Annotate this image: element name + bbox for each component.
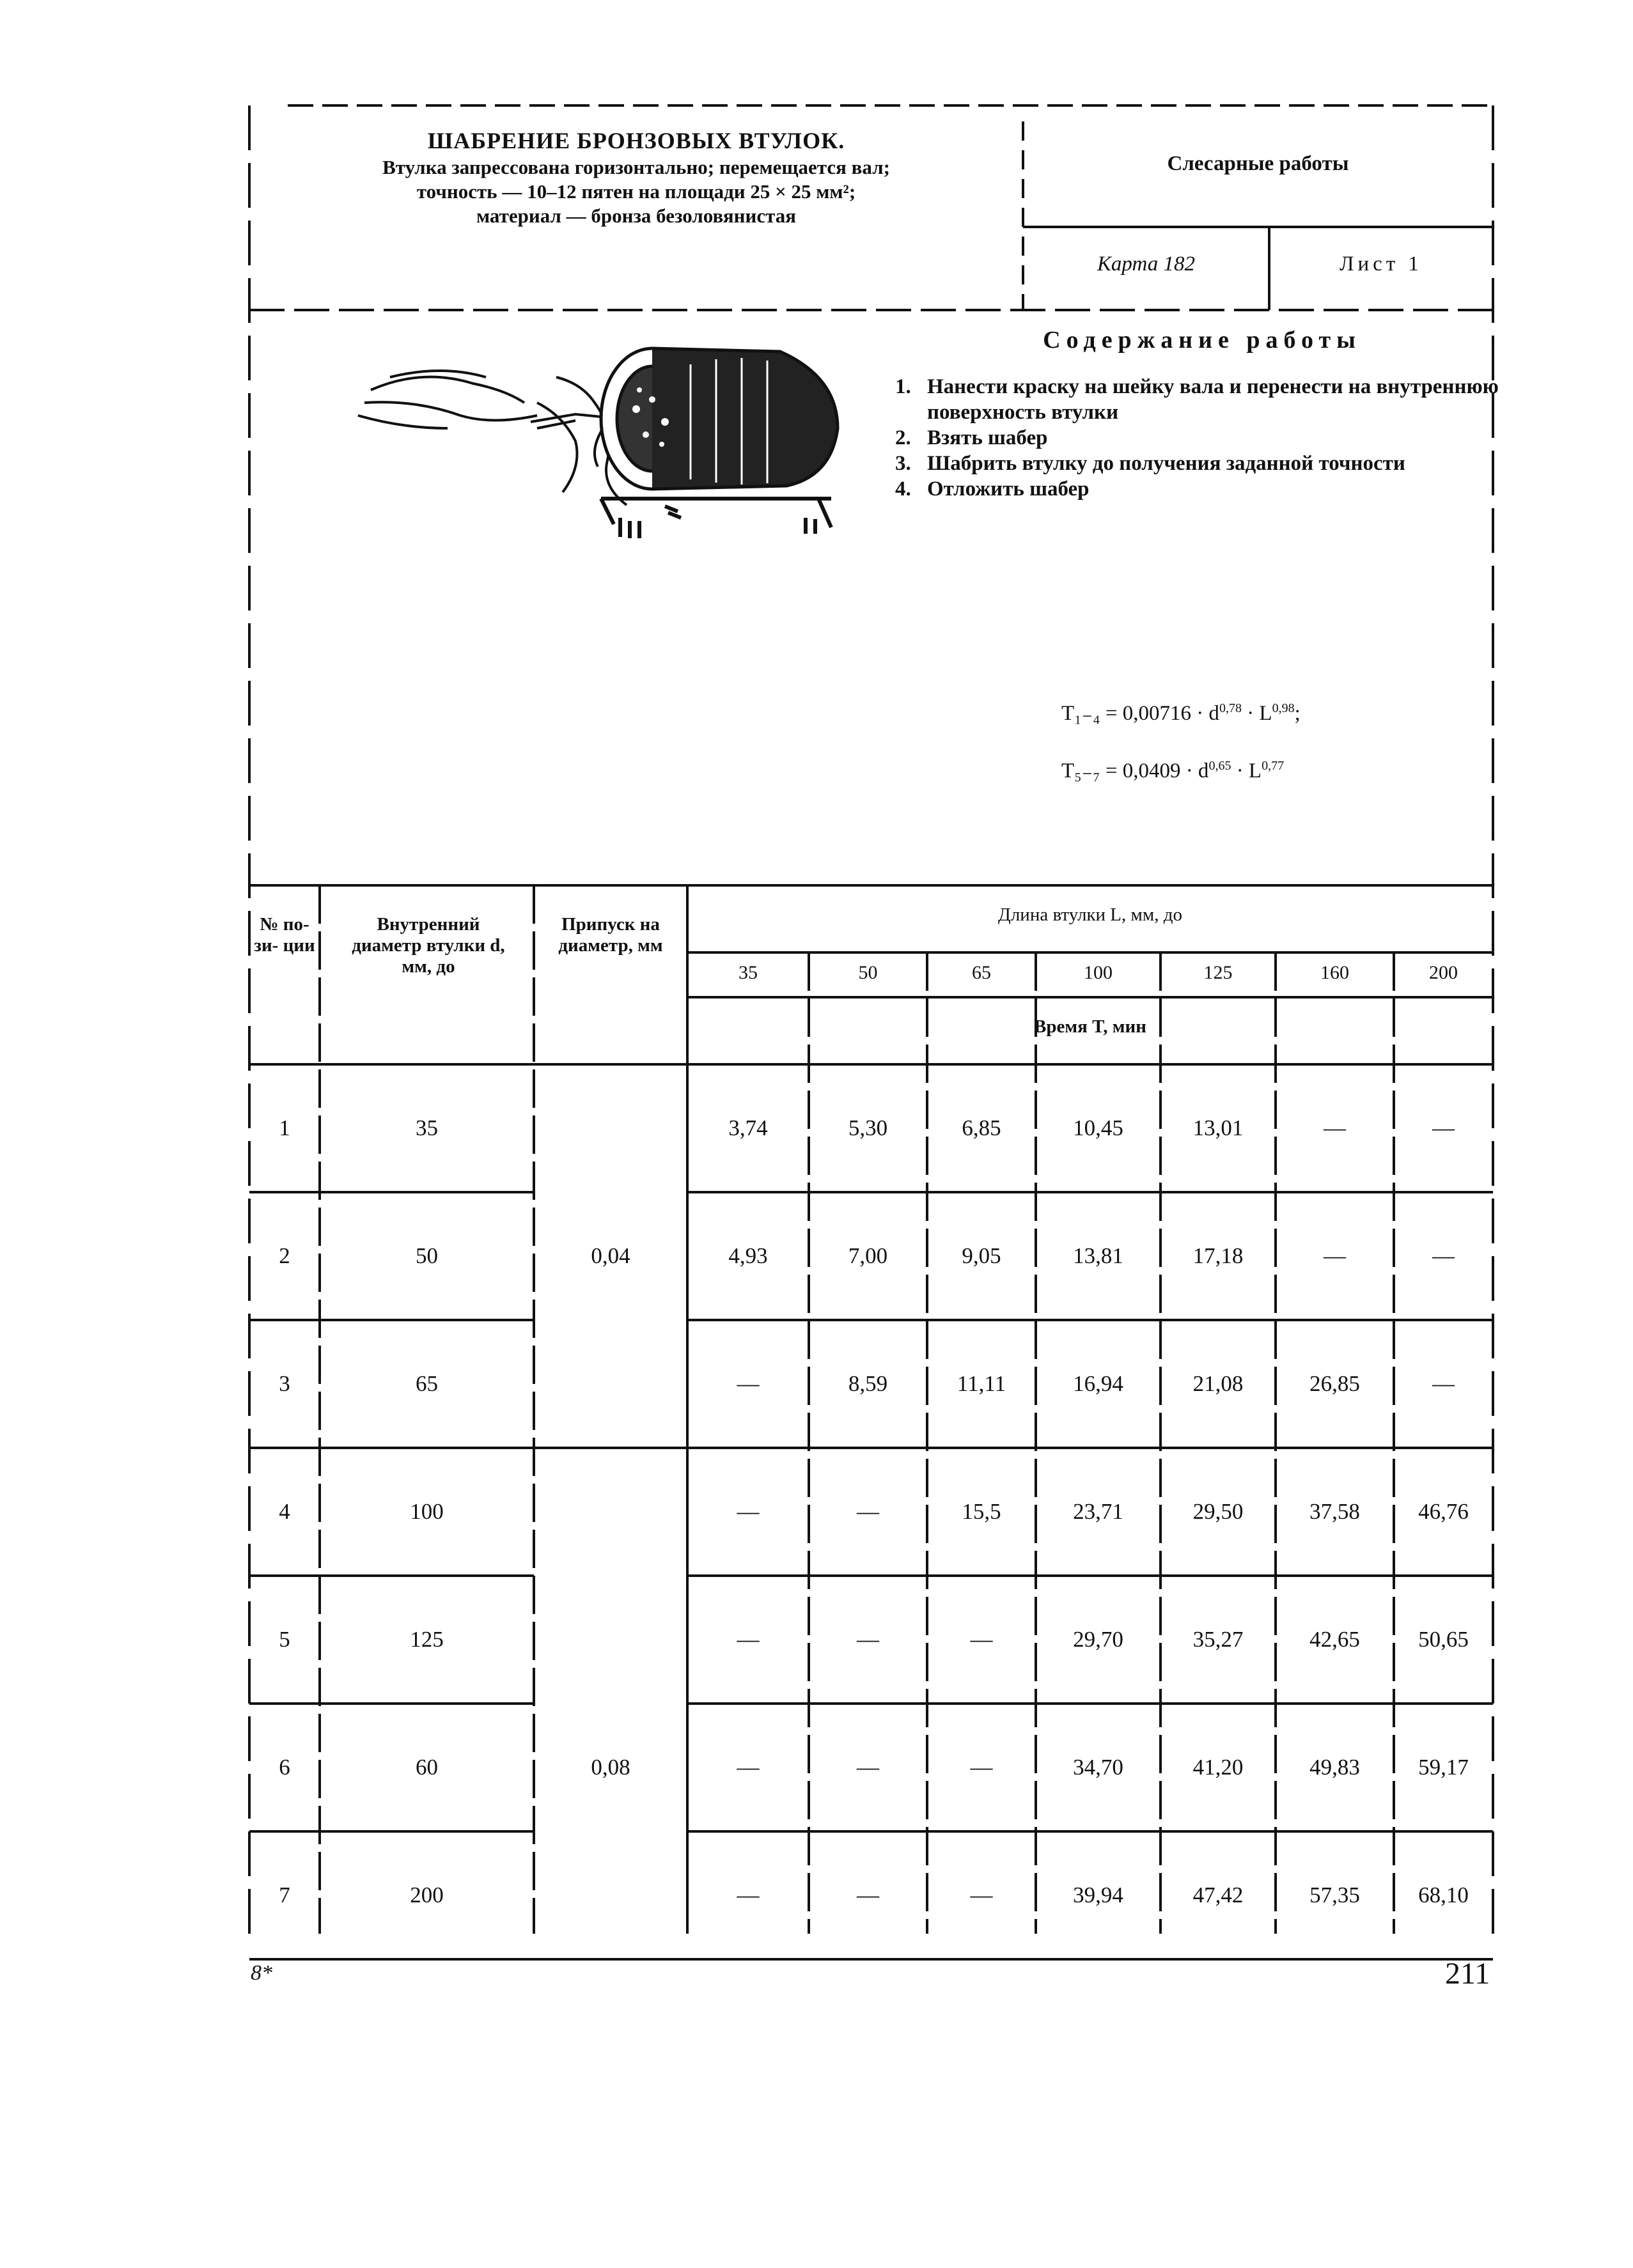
time-value-cell: 46,76 bbox=[1418, 1499, 1469, 1524]
row-diameter: 60 bbox=[416, 1755, 438, 1780]
length-header: 125 bbox=[1203, 962, 1233, 983]
time-value-cell: — bbox=[970, 1883, 993, 1907]
time-value-cell: 11,11 bbox=[957, 1371, 1006, 1396]
col-header-time: Время T, мин bbox=[1034, 1016, 1146, 1037]
row-position: 4 bbox=[279, 1499, 290, 1524]
card-title: ШАБРЕНИЕ БРОНЗОВЫХ ВТУЛОК. bbox=[427, 128, 845, 153]
time-value-cell: 59,17 bbox=[1418, 1755, 1469, 1780]
time-value-cell: — bbox=[857, 1499, 879, 1524]
signature-mark: 8* bbox=[251, 1961, 272, 1985]
card-subtitle-line: точность — 10–12 пятен на площади 25 × 25 мм²; bbox=[416, 180, 856, 203]
time-value-cell: 3,74 bbox=[728, 1115, 768, 1140]
work-step bbox=[895, 374, 1509, 425]
time-value-cell: — bbox=[970, 1755, 993, 1780]
length-header: 35 bbox=[738, 962, 758, 983]
formula-mid: · L bbox=[1231, 759, 1262, 782]
formula-main: T₅₋₇ = 0,0409 · d bbox=[1061, 759, 1209, 782]
work-step bbox=[895, 476, 1509, 502]
time-value-cell: 15,5 bbox=[962, 1499, 1001, 1524]
row-position: 5 bbox=[279, 1627, 290, 1652]
row-diameter: 50 bbox=[416, 1243, 438, 1268]
formula-mid: · L bbox=[1241, 702, 1272, 725]
time-value-cell: 13,01 bbox=[1192, 1115, 1244, 1140]
time-value-cell: — bbox=[970, 1627, 993, 1652]
time-value-cell: — bbox=[1432, 1371, 1455, 1396]
time-formula-5-7 bbox=[1061, 757, 1284, 783]
row-position: 6 bbox=[279, 1755, 290, 1780]
content-heading: Содержание работы bbox=[1043, 327, 1361, 353]
length-header: 160 bbox=[1320, 962, 1349, 983]
col-header-allowance: Припуск на диаметр, мм bbox=[558, 914, 663, 956]
time-value-cell: 8,59 bbox=[848, 1371, 888, 1396]
col-header-diameter: Внутренний диаметр втулки d, мм, до bbox=[352, 914, 505, 977]
time-value-cell: 29,70 bbox=[1073, 1627, 1123, 1652]
time-value-cell: 5,30 bbox=[848, 1115, 888, 1140]
time-value-cell: — bbox=[737, 1627, 760, 1652]
step-number: 2. bbox=[895, 426, 911, 449]
time-value-cell: 29,50 bbox=[1192, 1499, 1244, 1524]
time-value-cell: — bbox=[1432, 1115, 1455, 1140]
time-value-cell: 35,27 bbox=[1192, 1627, 1244, 1652]
time-value-cell: 42,65 bbox=[1309, 1627, 1360, 1652]
row-position: 3 bbox=[279, 1371, 290, 1396]
row-diameter: 35 bbox=[416, 1115, 438, 1140]
row-position: 7 bbox=[279, 1883, 290, 1907]
card-number: Карта 182 bbox=[1097, 252, 1195, 276]
row-diameter: 100 bbox=[410, 1499, 444, 1524]
formula-exponent: 0,78 bbox=[1219, 701, 1242, 715]
step-text: Шабрить втулку до получения заданной точности bbox=[927, 452, 1405, 475]
row-position: 1 bbox=[279, 1115, 290, 1140]
formula-exponent: 0,98 bbox=[1272, 701, 1295, 715]
length-header: 65 bbox=[972, 962, 991, 983]
allowance-value: 0,08 bbox=[591, 1755, 630, 1780]
formula-main: T₁₋₄ = 0,00716 · d bbox=[1061, 702, 1219, 725]
time-value-cell: 41,20 bbox=[1192, 1755, 1244, 1780]
row-diameter: 125 bbox=[410, 1627, 444, 1652]
length-header: 100 bbox=[1084, 962, 1113, 983]
time-value-cell: — bbox=[737, 1499, 760, 1524]
row-diameter: 200 bbox=[410, 1883, 444, 1907]
time-value-cell: 7,00 bbox=[848, 1243, 888, 1268]
time-value-cell: — bbox=[1324, 1115, 1346, 1140]
time-value-cell: — bbox=[857, 1627, 879, 1652]
time-value-cell: — bbox=[737, 1755, 760, 1780]
formula-end: ; bbox=[1294, 702, 1301, 725]
row-diameter: 65 bbox=[416, 1371, 438, 1396]
time-value-cell: — bbox=[1432, 1243, 1455, 1268]
time-value-cell: 4,93 bbox=[728, 1243, 768, 1268]
work-steps-list bbox=[895, 374, 1509, 502]
time-value-cell: 10,45 bbox=[1073, 1115, 1123, 1140]
time-value-cell: — bbox=[737, 1371, 760, 1396]
step-text: Нанести краску на шейку вала и перенести на внутреннюю поверхность втулки bbox=[927, 375, 1499, 424]
time-value-cell: — bbox=[857, 1755, 879, 1780]
time-value-cell: — bbox=[737, 1883, 760, 1907]
col-header-position: № по- зи- ции bbox=[254, 914, 315, 956]
time-value-cell: 34,70 bbox=[1073, 1755, 1123, 1780]
time-value-cell: 47,42 bbox=[1192, 1883, 1244, 1907]
formula-exponent: 0,65 bbox=[1208, 759, 1231, 773]
formula-exponent: 0,77 bbox=[1262, 759, 1285, 773]
work-step bbox=[895, 451, 1509, 476]
length-header: 50 bbox=[858, 962, 878, 983]
time-value-cell: 16,94 bbox=[1073, 1371, 1123, 1396]
time-value-cell: 13,81 bbox=[1073, 1243, 1123, 1268]
time-value-cell: 37,58 bbox=[1309, 1499, 1360, 1524]
step-number: 3. bbox=[895, 452, 911, 475]
time-value-cell: 9,05 bbox=[962, 1243, 1001, 1268]
bushing-scraping-illustration bbox=[345, 339, 857, 543]
time-value-cell: 39,94 bbox=[1073, 1883, 1123, 1907]
step-number: 4. bbox=[895, 478, 911, 501]
row-position: 2 bbox=[279, 1243, 290, 1268]
step-text: Взять шабер bbox=[927, 426, 1048, 449]
time-value-cell: 49,83 bbox=[1309, 1755, 1360, 1780]
time-value-cell: 50,65 bbox=[1418, 1627, 1469, 1652]
time-value-cell: 6,85 bbox=[962, 1115, 1001, 1140]
length-header: 200 bbox=[1429, 962, 1458, 983]
time-formula-1-4 bbox=[1061, 700, 1301, 726]
time-value-cell: — bbox=[857, 1883, 879, 1907]
work-step bbox=[895, 425, 1509, 451]
sheet-number: Лист 1 bbox=[1340, 252, 1423, 276]
time-value-cell: 21,08 bbox=[1192, 1371, 1244, 1396]
work-type-label: Слесарные работы bbox=[1167, 152, 1349, 175]
time-value-cell: 23,71 bbox=[1073, 1499, 1123, 1524]
page-number: 211 bbox=[1445, 1957, 1490, 1991]
step-text: Отложить шабер bbox=[927, 478, 1090, 501]
card-subtitle-line: материал — бронза безоловянистая bbox=[476, 205, 796, 227]
time-value-cell: 26,85 bbox=[1309, 1371, 1360, 1396]
card-subtitle-line: Втулка запрессована горизонтально; перемещается вал; bbox=[382, 156, 890, 178]
time-value-cell: 57,35 bbox=[1309, 1883, 1360, 1907]
col-header-length: Длина втулки L, мм, до bbox=[998, 905, 1182, 925]
time-value-cell: 17,18 bbox=[1192, 1243, 1244, 1268]
time-value-cell: — bbox=[1324, 1243, 1346, 1268]
step-number: 1. bbox=[895, 375, 911, 398]
allowance-value: 0,04 bbox=[591, 1243, 630, 1268]
time-value-cell: 68,10 bbox=[1418, 1883, 1469, 1907]
